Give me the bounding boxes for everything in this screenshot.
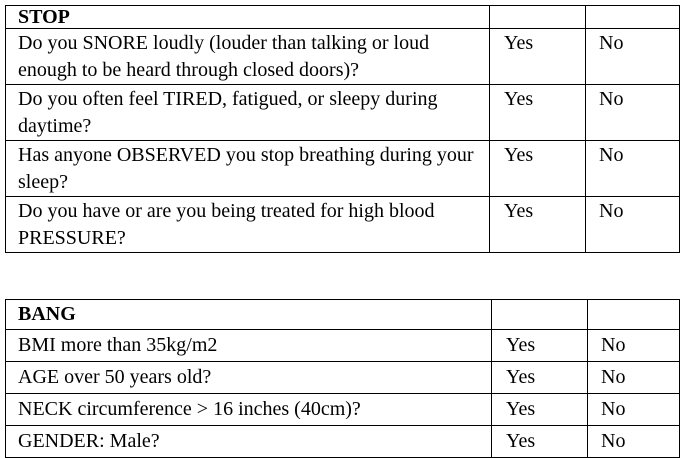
stop-questionnaire-table	[5, 5, 680, 253]
stop-answer-no[interactable]: No	[586, 197, 680, 253]
bang-question-bmi: BMI more than 35kg/m2	[6, 330, 492, 362]
bang-answer-no[interactable]: No	[588, 362, 680, 394]
bang-header: BANG	[6, 300, 492, 330]
stop-answer-yes[interactable]: Yes	[490, 141, 586, 197]
bang-row-neck	[6, 394, 680, 426]
bang-row-age	[6, 362, 680, 394]
bang-answer-no[interactable]: No	[588, 394, 680, 426]
bang-header-yes-cell	[492, 300, 588, 330]
bang-answer-yes[interactable]: Yes	[492, 330, 588, 362]
stop-answer-no[interactable]: No	[586, 29, 680, 85]
bang-question-neck: NECK circumference > 16 inches (40cm)?	[6, 394, 492, 426]
stop-question-snore: Do you SNORE loudly (louder than talking or loud enough to be heard through closed doors)?	[6, 29, 490, 85]
bang-header-no-cell	[588, 300, 680, 330]
bang-answer-no[interactable]: No	[588, 426, 680, 458]
bang-answer-yes[interactable]: Yes	[492, 394, 588, 426]
stop-answer-yes[interactable]: Yes	[490, 197, 586, 253]
bang-answer-yes[interactable]: Yes	[492, 362, 588, 394]
bang-questionnaire-table	[5, 299, 680, 458]
stop-row-pressure	[6, 197, 680, 253]
stop-question-tired: Do you often feel TIRED, fatigued, or sleepy during daytime?	[6, 85, 490, 141]
stop-header-no-cell	[586, 6, 680, 29]
bang-answer-yes[interactable]: Yes	[492, 426, 588, 458]
bang-header-row	[6, 300, 680, 330]
stop-question-observed: Has anyone OBSERVED you stop breathing during your sleep?	[6, 141, 490, 197]
bang-question-age: AGE over 50 years old?	[6, 362, 492, 394]
stop-row-snore	[6, 29, 680, 85]
stop-row-tired	[6, 85, 680, 141]
stop-answer-yes[interactable]: Yes	[490, 85, 586, 141]
stop-header-yes-cell	[490, 6, 586, 29]
bang-question-gender: GENDER: Male?	[6, 426, 492, 458]
stop-answer-no[interactable]: No	[586, 141, 680, 197]
stop-answer-no[interactable]: No	[586, 85, 680, 141]
bang-row-gender	[6, 426, 680, 458]
stop-header: STOP	[6, 6, 490, 29]
bang-answer-no[interactable]: No	[588, 330, 680, 362]
stop-answer-yes[interactable]: Yes	[490, 29, 586, 85]
stop-row-observed	[6, 141, 680, 197]
stop-header-row	[6, 6, 680, 29]
bang-row-bmi	[6, 330, 680, 362]
stop-question-pressure: Do you have or are you being treated for high blood PRESSURE?	[6, 197, 490, 253]
